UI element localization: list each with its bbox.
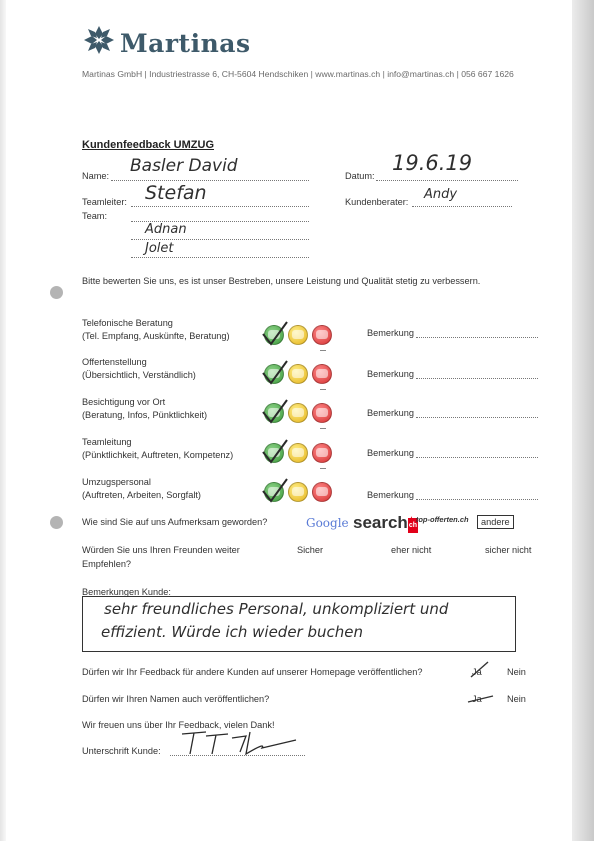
thanks-text: Wir freuen uns über Ihr Feedback, vielen Dank! — [82, 720, 275, 730]
team-member-1[interactable]: Adnan — [145, 222, 187, 237]
rating-title: Offertenstellung — [82, 357, 147, 367]
company-address: Martinas GmbH | Industriestrasse 6, CH-5604 Hendschiken | www.martinas.ch | info@martinas.ch | 056 667 1626 — [82, 69, 514, 79]
consent-feedback-mark-icon — [468, 659, 492, 681]
consent-name-yes[interactable]: Ja — [472, 694, 482, 704]
date-line — [376, 180, 518, 181]
recommend-question-line2: Empfehlen? — [82, 559, 132, 569]
recommend-option-eher-nicht[interactable]: eher nicht — [391, 545, 432, 555]
team-member-2[interactable]: Jolet — [145, 241, 174, 256]
checkmark-icon — [260, 398, 290, 426]
team-line-2 — [131, 239, 309, 240]
star-icon: ★ — [407, 515, 414, 524]
checkmark-icon — [260, 320, 290, 348]
rating-faces — [264, 403, 334, 425]
team-line-3 — [131, 257, 309, 258]
remark-label: Bemerkung — [367, 490, 414, 500]
neutral-smiley-icon[interactable] — [288, 364, 308, 384]
name-label: Name: — [82, 171, 110, 181]
remark-line[interactable] — [416, 499, 538, 500]
name-line — [111, 180, 309, 181]
bad-smiley-icon[interactable] — [312, 325, 332, 345]
recommend-option-sicher[interactable]: Sicher — [297, 545, 324, 555]
rating-faces — [264, 482, 334, 504]
teamleader-value[interactable]: Stefan — [145, 182, 207, 204]
intro-text: Bitte bewerten Sie uns, es ist unser Bestreben, unsere Leistung und Qualität stetig zu verbessern. — [82, 276, 481, 286]
page-edge-right — [572, 0, 594, 841]
andere-option[interactable]: andere — [477, 515, 514, 529]
top-offerten-logo[interactable] — [407, 515, 469, 524]
rating-subtitle: (Beratung, Infos, Pünktlichkeit) — [82, 410, 208, 420]
bad-smiley-icon[interactable] — [312, 364, 332, 384]
recommend-question-line1: Würden Sie uns Ihren Freunden weiter — [82, 545, 240, 555]
rating-title: Besichtigung vor Ort — [82, 397, 166, 407]
consent-feedback-no[interactable]: Nein — [507, 667, 526, 677]
neutral-smiley-icon[interactable] — [288, 443, 308, 463]
checkmark-icon — [260, 438, 290, 466]
teamleader-line — [131, 206, 309, 207]
remark-line[interactable] — [416, 417, 538, 418]
remark-label: Bemerkung — [367, 369, 414, 379]
checkmark-icon — [260, 477, 290, 505]
comments-label: Bemerkungen Kunde: — [82, 587, 171, 597]
rating-subtitle: (Tel. Empfang, Auskünfte, Beratung) — [82, 331, 230, 341]
consent-question-name: Dürfen wir Ihren Namen auch veröffentlichen? — [82, 694, 270, 704]
remark-line[interactable] — [416, 457, 538, 458]
rating-title: Umzugspersonal — [82, 477, 151, 487]
remark-label: Bemerkung — [367, 408, 414, 418]
remark-label: Bemerkung — [367, 448, 414, 458]
recommend-option-sicher-nicht[interactable]: sicher nicht — [485, 545, 532, 555]
comments-line-1: sehr freundliches Personal, unkompliziert und — [104, 600, 449, 618]
punch-hole-top — [50, 286, 63, 299]
team-label: Team: — [82, 211, 108, 221]
punch-hole-bottom — [50, 516, 63, 529]
page-edge-left — [0, 0, 6, 841]
remark-line[interactable] — [416, 337, 538, 338]
neutral-smiley-icon[interactable] — [288, 482, 308, 502]
consent-feedback-yes[interactable]: Ja — [472, 667, 482, 677]
advisor-line — [412, 206, 512, 207]
name-value[interactable]: Basler David — [130, 156, 238, 176]
source-question: Wie sind Sie auf uns Aufmerksam geworden? — [82, 517, 268, 527]
teamleader-label: Teamleiter: — [82, 197, 127, 207]
rating-title: Telefonische Beratung — [82, 318, 173, 328]
consent-question-feedback: Dürfen wir Ihr Feedback für andere Kunden auf unserer Homepage veröffentlichen? — [82, 667, 423, 677]
rating-subtitle: (Pünktlichkeit, Auftreten, Kompetenz) — [82, 450, 234, 460]
remark-line[interactable] — [416, 378, 538, 379]
date-value[interactable]: 19.6.19 — [392, 151, 473, 175]
rating-faces — [264, 325, 334, 347]
customer-signature[interactable] — [176, 728, 302, 758]
advisor-value[interactable]: Andy — [424, 187, 458, 202]
rating-faces — [264, 364, 334, 386]
neutral-smiley-icon[interactable] — [288, 325, 308, 345]
rating-subtitle: (Auftreten, Arbeiten, Sorgfalt) — [82, 490, 201, 500]
checkmark-icon — [260, 359, 290, 387]
consent-name-no[interactable]: Nein — [507, 694, 526, 704]
bad-smiley-icon[interactable] — [312, 482, 332, 502]
comments-line-2: effizient. Würde ich wieder buchen — [101, 623, 363, 641]
company-logo-text: Martinas — [120, 29, 251, 58]
bad-smiley-icon[interactable] — [312, 403, 332, 423]
signature-label: Unterschrift Kunde: — [82, 746, 161, 756]
rating-title: Teamleitung — [82, 437, 132, 447]
martinas-logo-icon — [83, 25, 115, 55]
advisor-label: Kundenberater: — [345, 197, 409, 207]
search-logo-text: search — [353, 513, 408, 532]
neutral-smiley-icon[interactable] — [288, 403, 308, 423]
consent-name-mark-icon — [466, 690, 496, 706]
rating-subtitle: (Übersichtlich, Verständlich) — [82, 370, 196, 380]
remark-label: Bemerkung — [367, 328, 414, 338]
rating-faces — [264, 443, 334, 465]
date-label: Datum: — [345, 171, 375, 181]
search-logo-suffix: ch — [408, 518, 418, 533]
form-title: Kundenfeedback UMZUG — [82, 139, 215, 151]
google-logo[interactable]: Google — [306, 516, 349, 530]
top-offerten-text: top-offerten.ch — [415, 515, 469, 524]
bad-smiley-icon[interactable] — [312, 443, 332, 463]
